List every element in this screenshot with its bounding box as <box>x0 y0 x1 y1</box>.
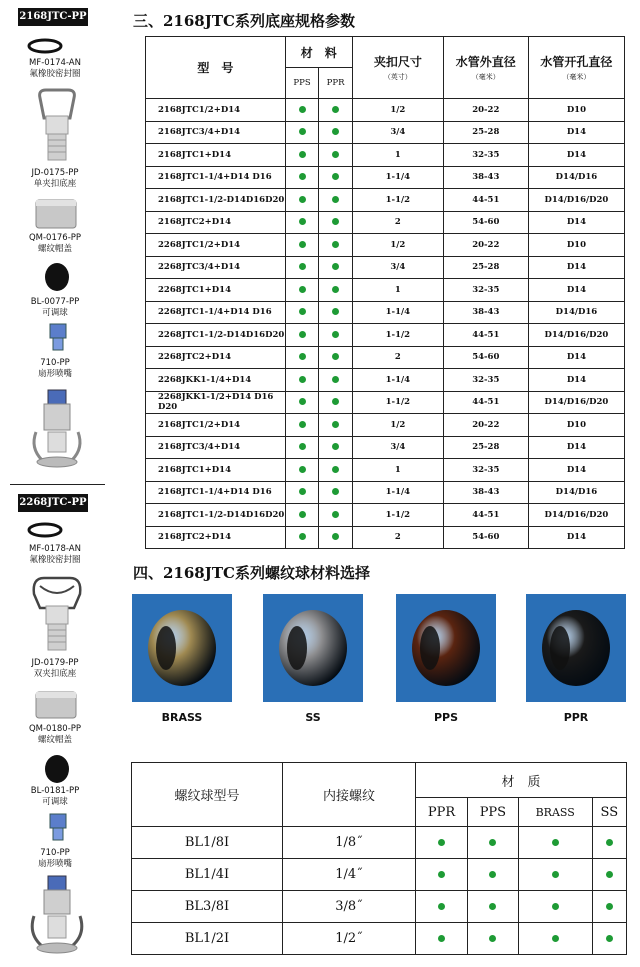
available-dot-icon <box>552 903 559 910</box>
material-cell <box>416 923 468 955</box>
pps-cell <box>285 369 319 392</box>
pps-cell <box>285 189 319 212</box>
table-row <box>132 827 627 859</box>
available-dot-icon <box>299 196 306 203</box>
thread-cell: 1/4˝ <box>283 859 416 891</box>
model-cell: 2168JTC1/2+D14 <box>146 414 286 437</box>
available-dot-icon <box>552 935 559 942</box>
ball-photo-card <box>263 594 363 702</box>
clamp-size-cell: 1-1/2 <box>352 391 443 414</box>
clamp-size-cell: 1/2 <box>352 234 443 257</box>
pipe-od-cell: 25-28 <box>443 121 528 144</box>
section3-title: 三、2168JTC系列底座规格参数 <box>133 12 355 30</box>
table-row <box>146 256 625 279</box>
ppr-cell <box>319 369 353 392</box>
ppr-cell <box>319 414 353 437</box>
model-cell: 2168JTC1-1/2-D14D16D20 <box>146 189 286 212</box>
pps-cell <box>285 504 319 527</box>
spec-table-body <box>146 99 625 549</box>
adjustable-ball-image <box>44 754 70 784</box>
material-cell <box>592 891 626 923</box>
material-cell <box>518 891 592 923</box>
oring-image <box>25 522 65 538</box>
ppr-cell <box>319 346 353 369</box>
available-dot-icon <box>332 443 339 450</box>
pps-cell <box>285 414 319 437</box>
material-cell <box>468 827 519 859</box>
assembly-image <box>28 388 86 470</box>
hole-cell: D14 <box>528 459 624 482</box>
pipe-od-cell: 38-43 <box>443 301 528 324</box>
pps-cell <box>285 436 319 459</box>
hole-cell: D14 <box>528 526 624 549</box>
clamp-size-cell: 1 <box>352 144 443 167</box>
model-cell: 2268JTC1/2+D14 <box>146 234 286 257</box>
available-dot-icon <box>299 398 306 405</box>
table-row <box>146 504 625 527</box>
component-item: MF-0174-AN 氟橡胶密封圈 <box>29 58 81 79</box>
adjustable-ball-image <box>44 262 70 292</box>
material-table-body <box>132 827 627 955</box>
available-dot-icon <box>552 871 559 878</box>
material-cell <box>416 859 468 891</box>
available-dot-icon <box>606 903 613 910</box>
clamp-size-cell: 1/2 <box>352 99 443 122</box>
clamp-size-cell: 3/4 <box>352 256 443 279</box>
ball-photo-card <box>132 594 232 702</box>
ball-model-cell: BL3/8I <box>132 891 283 923</box>
available-dot-icon <box>299 488 306 495</box>
ppr-cell <box>319 436 353 459</box>
component-item: JD-0175-PP 单夹扣底座 <box>31 168 79 189</box>
available-dot-icon <box>299 286 306 293</box>
ppr-cell <box>319 189 353 212</box>
hole-cell: D14/D16/D20 <box>528 504 624 527</box>
pipe-od-cell: 20-22 <box>443 234 528 257</box>
thread-cell: 1/2˝ <box>283 923 416 955</box>
material-cell <box>518 827 592 859</box>
table-row <box>146 234 625 257</box>
material-cell <box>468 891 519 923</box>
pps-cell <box>285 324 319 347</box>
single-clamp-base-image <box>34 88 80 166</box>
thread-cell: 3/8˝ <box>283 891 416 923</box>
ball-material-label: PPS <box>433 711 459 724</box>
available-dot-icon <box>332 511 339 518</box>
pps-cell <box>285 279 319 302</box>
available-dot-icon <box>552 839 559 846</box>
ball-model-cell: BL1/4I <box>132 859 283 891</box>
model-cell: 2168JTC3/4+D14 <box>146 436 286 459</box>
clamp-size-cell: 1/2 <box>352 414 443 437</box>
thread-cell: 1/8˝ <box>283 827 416 859</box>
header-thread: 内接螺纹 <box>283 763 416 827</box>
pipe-od-cell: 44-51 <box>443 391 528 414</box>
component-item: QM-0180-PP 螺纹帽盖 <box>28 724 82 745</box>
hole-cell: D14/D16 <box>528 481 624 504</box>
pipe-od-cell: 38-43 <box>443 481 528 504</box>
hole-cell: D14 <box>528 211 624 234</box>
hole-cell: D14/D16 <box>528 166 624 189</box>
header-ppr: PPR <box>319 68 353 99</box>
table-row <box>132 923 627 955</box>
available-dot-icon <box>332 421 339 428</box>
header-material: 材 料 <box>285 37 352 68</box>
material-cell <box>592 923 626 955</box>
available-dot-icon <box>332 196 339 203</box>
base-spec-table <box>145 36 625 549</box>
hole-cell: D10 <box>528 234 624 257</box>
ppr-cell <box>319 526 353 549</box>
model-cell: 2168JTC1-1/2-D14D16D20 <box>146 504 286 527</box>
ppr-cell <box>319 166 353 189</box>
pipe-od-cell: 54-60 <box>443 211 528 234</box>
available-dot-icon <box>299 443 306 450</box>
thread-cap-image <box>34 198 78 230</box>
ball-photo-card <box>396 594 496 702</box>
divider <box>10 484 105 485</box>
ppr-cell <box>319 144 353 167</box>
available-dot-icon <box>299 106 306 113</box>
available-dot-icon <box>332 308 339 315</box>
clamp-size-cell: 1-1/4 <box>352 166 443 189</box>
pipe-od-cell: 44-51 <box>443 504 528 527</box>
table-row <box>146 391 625 414</box>
available-dot-icon <box>299 218 306 225</box>
available-dot-icon <box>332 398 339 405</box>
clamp-size-cell: 2 <box>352 526 443 549</box>
ball-material-label: BRASS <box>161 711 203 724</box>
table-row <box>132 859 627 891</box>
clamp-size-cell: 1 <box>352 459 443 482</box>
group-tag-2268: 2268JTC-PP <box>18 494 88 512</box>
available-dot-icon <box>299 511 306 518</box>
pipe-od-cell: 20-22 <box>443 414 528 437</box>
model-cell: 2168JTC1-1/4+D14 D16 <box>146 166 286 189</box>
available-dot-icon <box>299 151 306 158</box>
ball-material-label: PPR <box>563 711 589 724</box>
hole-cell: D14 <box>528 436 624 459</box>
ppr-cell <box>319 234 353 257</box>
ppr-cell <box>319 256 353 279</box>
thread-ball-image <box>396 594 496 702</box>
table-row <box>146 459 625 482</box>
available-dot-icon <box>438 935 445 942</box>
table-row <box>146 211 625 234</box>
table-row <box>146 369 625 392</box>
available-dot-icon <box>332 533 339 540</box>
available-dot-icon <box>299 308 306 315</box>
thread-ball-image <box>132 594 232 702</box>
pipe-od-cell: 25-28 <box>443 436 528 459</box>
available-dot-icon <box>489 871 496 878</box>
ppr-cell <box>319 391 353 414</box>
ppr-cell <box>319 279 353 302</box>
available-dot-icon <box>606 839 613 846</box>
ppr-cell <box>319 301 353 324</box>
table-row <box>146 121 625 144</box>
hole-cell: D14/D16 <box>528 301 624 324</box>
available-dot-icon <box>332 376 339 383</box>
available-dot-icon <box>332 331 339 338</box>
table-row <box>146 526 625 549</box>
available-dot-icon <box>332 488 339 495</box>
header-ss: SS <box>592 798 626 827</box>
model-cell: 2268JKK1-1/4+D14 <box>146 369 286 392</box>
thread-cap-image <box>34 690 78 720</box>
table-row <box>146 481 625 504</box>
header-pipe-od: 水管外直径 （毫米） <box>443 37 528 99</box>
pipe-od-cell: 20-22 <box>443 99 528 122</box>
available-dot-icon <box>299 421 306 428</box>
clamp-size-cell: 3/4 <box>352 436 443 459</box>
model-cell: 2168JTC2+D14 <box>146 526 286 549</box>
pps-cell <box>285 391 319 414</box>
clamp-size-cell: 1-1/4 <box>352 369 443 392</box>
hole-cell: D14 <box>528 121 624 144</box>
available-dot-icon <box>489 839 496 846</box>
hole-cell: D10 <box>528 414 624 437</box>
pps-cell <box>285 459 319 482</box>
available-dot-icon <box>606 935 613 942</box>
clamp-size-cell: 1 <box>352 279 443 302</box>
model-cell: 2168JTC1+D14 <box>146 459 286 482</box>
hole-cell: D14 <box>528 279 624 302</box>
model-cell: 2168JTC1+D14 <box>146 144 286 167</box>
model-cell: 2268JKK1-1/2+D14 D16 D20 <box>146 391 286 414</box>
hole-cell: D14 <box>528 144 624 167</box>
material-cell <box>592 827 626 859</box>
clamp-size-cell: 1-1/2 <box>352 504 443 527</box>
table-row <box>146 166 625 189</box>
oring-image <box>25 38 65 54</box>
ball-photo-card <box>526 594 626 702</box>
available-dot-icon <box>332 106 339 113</box>
model-cell: 2268JTC1-1/4+D14 D16 <box>146 301 286 324</box>
component-item: 710-PP 扇形喷嘴 <box>37 848 72 869</box>
model-cell: 2168JTC1-1/4+D14 D16 <box>146 481 286 504</box>
pipe-od-cell: 32-35 <box>443 144 528 167</box>
pipe-od-cell: 54-60 <box>443 346 528 369</box>
ppr-cell <box>319 504 353 527</box>
header-brass: BRASS <box>518 798 592 827</box>
available-dot-icon <box>438 839 445 846</box>
component-item: MF-0178-AN 氟橡胶密封圈 <box>29 544 81 565</box>
header-material: 材 质 <box>416 763 627 798</box>
clamp-size-cell: 1-1/4 <box>352 481 443 504</box>
component-item: QM-0176-PP 螺纹帽盖 <box>28 233 82 254</box>
available-dot-icon <box>299 128 306 135</box>
ball-model-cell: BL1/8I <box>132 827 283 859</box>
table-row <box>146 279 625 302</box>
available-dot-icon <box>332 466 339 473</box>
header-model: 型 号 <box>146 37 286 99</box>
available-dot-icon <box>332 263 339 270</box>
ppr-cell <box>319 121 353 144</box>
material-cell <box>468 923 519 955</box>
table-row <box>146 414 625 437</box>
hole-cell: D14/D16/D20 <box>528 324 624 347</box>
table-row <box>146 99 625 122</box>
clamp-size-cell: 2 <box>352 211 443 234</box>
pps-cell <box>285 166 319 189</box>
header-ppr: PPR <box>416 798 468 827</box>
model-cell: 2168JTC1/2+D14 <box>146 99 286 122</box>
pps-cell <box>285 481 319 504</box>
component-item: BL-0181-PP 可调球 <box>30 786 80 807</box>
pipe-od-cell: 32-35 <box>443 279 528 302</box>
thread-ball-image <box>263 594 363 702</box>
pps-cell <box>285 121 319 144</box>
available-dot-icon <box>299 263 306 270</box>
table-row <box>146 346 625 369</box>
ball-model-cell: BL1/2I <box>132 923 283 955</box>
material-cell <box>518 859 592 891</box>
material-cell <box>416 891 468 923</box>
assembly-image <box>28 874 86 956</box>
material-cell <box>518 923 592 955</box>
hole-cell: D14/D16/D20 <box>528 391 624 414</box>
pipe-od-cell: 32-35 <box>443 369 528 392</box>
available-dot-icon <box>438 903 445 910</box>
table-row <box>146 144 625 167</box>
hole-cell: D14 <box>528 256 624 279</box>
table-row <box>146 301 625 324</box>
pps-cell <box>285 211 319 234</box>
available-dot-icon <box>438 871 445 878</box>
model-cell: 2168JTC2+D14 <box>146 211 286 234</box>
available-dot-icon <box>606 871 613 878</box>
header-pps: PPS <box>468 798 519 827</box>
ppr-cell <box>319 324 353 347</box>
available-dot-icon <box>332 151 339 158</box>
pipe-od-cell: 54-60 <box>443 526 528 549</box>
material-cell <box>592 859 626 891</box>
component-sidebar <box>0 0 120 967</box>
table-row <box>146 324 625 347</box>
pipe-od-cell: 38-43 <box>443 166 528 189</box>
available-dot-icon <box>332 173 339 180</box>
pps-cell <box>285 144 319 167</box>
available-dot-icon <box>332 218 339 225</box>
available-dot-icon <box>299 331 306 338</box>
fan-nozzle-image <box>47 322 69 352</box>
clamp-size-cell: 1-1/2 <box>352 324 443 347</box>
pps-cell <box>285 256 319 279</box>
group-tag-2168: 2168JTC-PP <box>18 8 88 26</box>
available-dot-icon <box>299 533 306 540</box>
model-cell: 2268JTC1+D14 <box>146 279 286 302</box>
available-dot-icon <box>332 353 339 360</box>
table-row <box>146 436 625 459</box>
hole-cell: D14 <box>528 346 624 369</box>
available-dot-icon <box>299 376 306 383</box>
available-dot-icon <box>299 241 306 248</box>
pipe-od-cell: 44-51 <box>443 189 528 212</box>
available-dot-icon <box>489 903 496 910</box>
available-dot-icon <box>489 935 496 942</box>
component-item: 710-PP 扇形喷嘴 <box>37 358 72 379</box>
ball-material-label: SS <box>305 711 321 724</box>
ppr-cell <box>319 459 353 482</box>
clamp-size-cell: 1-1/2 <box>352 189 443 212</box>
model-cell: 2268JTC2+D14 <box>146 346 286 369</box>
ppr-cell <box>319 99 353 122</box>
pps-cell <box>285 99 319 122</box>
header-clamp-size: 夹扣尺寸 （英寸） <box>352 37 443 99</box>
header-ball-model: 螺纹球型号 <box>132 763 283 827</box>
pps-cell <box>285 301 319 324</box>
available-dot-icon <box>332 241 339 248</box>
clamp-size-cell: 1-1/4 <box>352 301 443 324</box>
table-row <box>146 189 625 212</box>
available-dot-icon <box>299 466 306 473</box>
available-dot-icon <box>299 353 306 360</box>
model-cell: 2268JTC1-1/2-D14D16D20 <box>146 324 286 347</box>
model-cell: 2268JTC3/4+D14 <box>146 256 286 279</box>
available-dot-icon <box>332 286 339 293</box>
pipe-od-cell: 25-28 <box>443 256 528 279</box>
hole-cell: D14/D16/D20 <box>528 189 624 212</box>
material-cell <box>416 827 468 859</box>
section4-title: 四、2168JTC系列螺纹球材料选择 <box>133 564 370 582</box>
component-item: BL-0077-PP 可调球 <box>30 297 80 318</box>
clamp-size-cell: 3/4 <box>352 121 443 144</box>
ppr-cell <box>319 211 353 234</box>
pps-cell <box>285 346 319 369</box>
hole-cell: D10 <box>528 99 624 122</box>
header-hole-diameter: 水管开孔直径 （毫米） <box>528 37 624 99</box>
model-cell: 2168JTC3/4+D14 <box>146 121 286 144</box>
pps-cell <box>285 234 319 257</box>
pipe-od-cell: 44-51 <box>443 324 528 347</box>
clamp-size-cell: 2 <box>352 346 443 369</box>
hole-cell: D14 <box>528 369 624 392</box>
pipe-od-cell: 32-35 <box>443 459 528 482</box>
double-clamp-base-image <box>30 574 84 656</box>
ball-material-table <box>131 762 627 955</box>
ppr-cell <box>319 481 353 504</box>
pps-cell <box>285 526 319 549</box>
fan-nozzle-image <box>47 812 69 842</box>
thread-ball-image <box>526 594 626 702</box>
table-row <box>132 891 627 923</box>
header-pps: PPS <box>285 68 319 99</box>
available-dot-icon <box>299 173 306 180</box>
material-cell <box>468 859 519 891</box>
component-item: JD-0179-PP 双夹扣底座 <box>31 658 79 679</box>
available-dot-icon <box>332 128 339 135</box>
